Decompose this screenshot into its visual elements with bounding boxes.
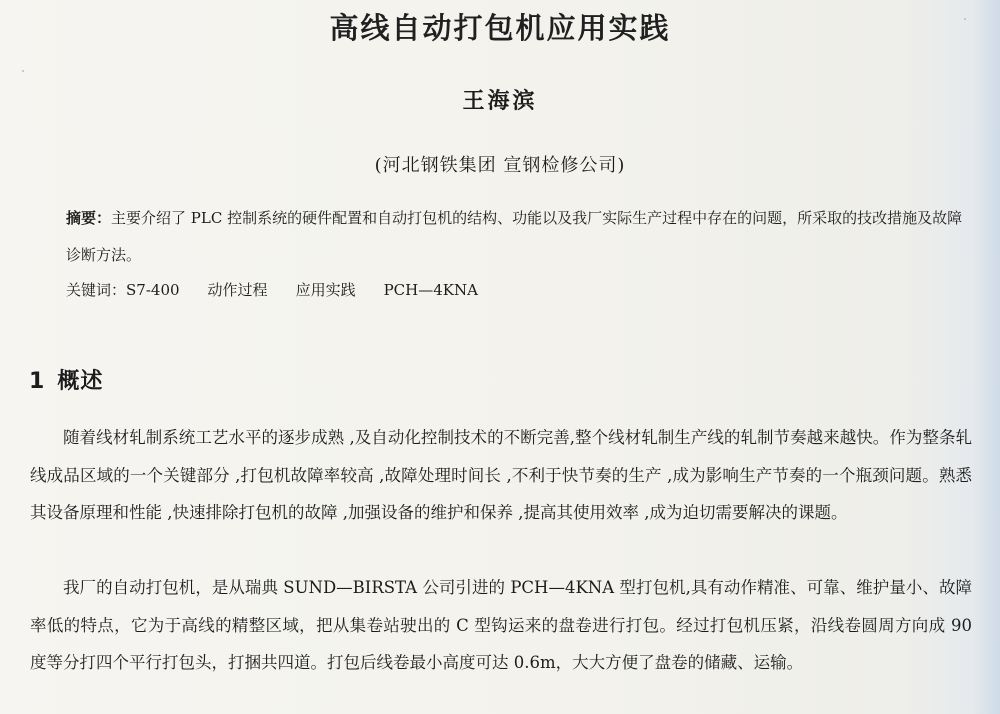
scan-speck — [964, 18, 966, 20]
paper-title: 高线自动打包机应用实践 — [329, 11, 671, 45]
author-name: 王海滨 — [462, 88, 538, 114]
body-paragraph: 我厂的自动打包机，是从瑞典 SUND—BIRSTA 公司引进的 PCH—4KNA 型打包机,具有动作精准、可靠、维护量小、故障率低的特点，它为于高线的精整区域，把从集卷站驶出的 C 型钩运来的盘卷进行打包。经过打包机压紧，沿线卷圆周方向成 90 度等分打四个平行打包头，打捆共四道。打包后线卷最小高度可达 0.6m，大大方便了盘卷的储藏、运输。 — [30, 578, 972, 672]
body-paragraph: 随着线材轧制系统工艺水平的逐步成熟 ,及自动化控制技术的不断完善,整个线材轧制生产线的轧制节奏越来越快。作为整条轧线成品区域的一个关键部分 ,打包机故障率较高 ,故障处理时间长 ,不利于快节奏的生产 ,成为影响生产节奏的一个瓶颈问题。熟悉其设备原理和性能 ,快速排除打包机的故障 ,加强设备的维护和保养 ,提高其使用效率 ,成为迫切需要解决的课题。 — [30, 428, 972, 522]
keywords — [66, 279, 506, 300]
abstract — [66, 200, 972, 274]
section-number: 1 — [29, 369, 46, 394]
keyword: PCH—4KNA — [383, 281, 478, 299]
abstract-text: 主要介绍了 PLC 控制系统的硬件配置和自动打包机的结构、功能以及我厂实际生产过程中存在的问题，所采取的技改措施及故障诊断方法。 — [66, 209, 963, 264]
section-heading — [29, 364, 103, 395]
scan-speck — [22, 70, 24, 72]
section-title: 概述 — [57, 369, 104, 394]
author-affiliation: (河北钢铁集团 宣钢检修公司) — [374, 155, 626, 176]
keyword: S7-400 — [126, 281, 180, 299]
keyword: 应用实践 — [295, 281, 356, 299]
keywords-label: 关键词： — [66, 281, 127, 299]
abstract-label: 摘要： — [66, 209, 112, 227]
keyword: 动作过程 — [207, 281, 268, 299]
